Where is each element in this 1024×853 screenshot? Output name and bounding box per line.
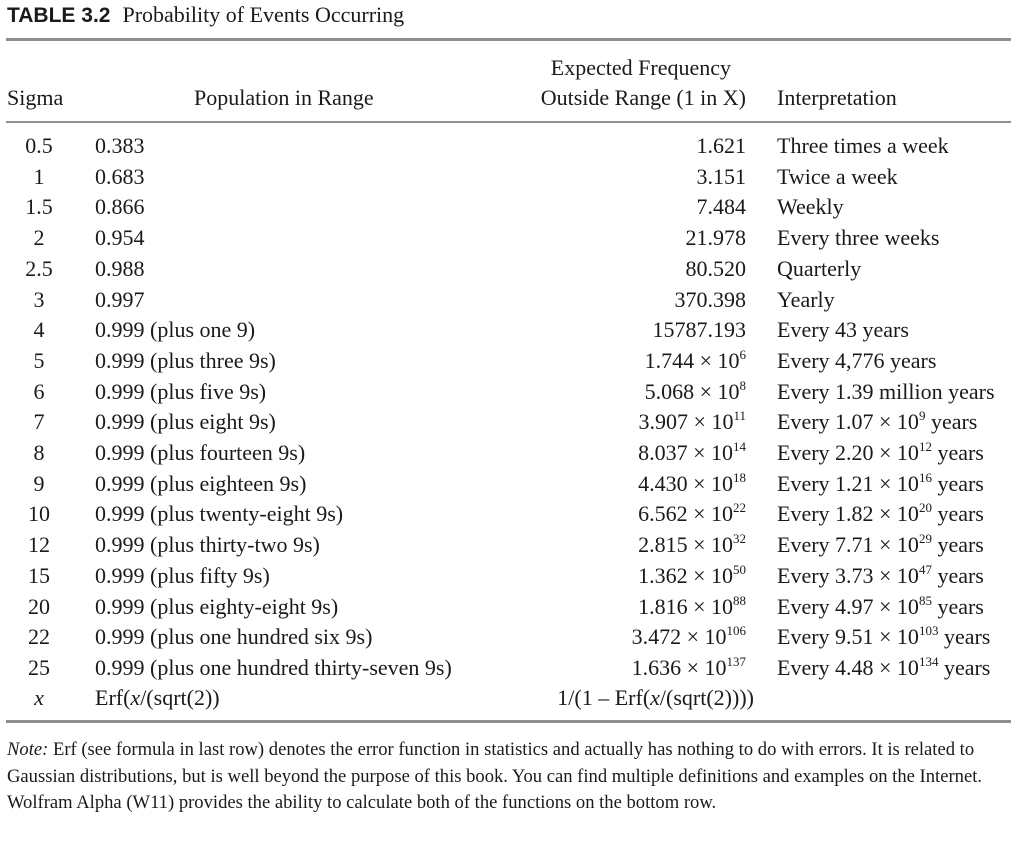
cell-sigma: 1.5	[25, 194, 53, 220]
interpretation-exponent: 85	[918, 592, 932, 608]
cell-population: 0.997	[95, 286, 145, 312]
header-rule	[6, 121, 1011, 123]
cell-frequency: $3.907 \times 10^{11}$	[638, 408, 746, 435]
cell-interpretation: Every $1.07 \times 10^9$ years	[777, 408, 978, 435]
bottom-rule	[6, 720, 1011, 723]
table-row	[0, 592, 1024, 623]
table-row	[0, 254, 1024, 285]
cell-frequency: $8.037 \times 10^{14}$	[638, 439, 746, 465]
table-row	[0, 653, 1024, 684]
table-row	[0, 407, 1024, 438]
cell-sigma: 15	[28, 562, 50, 588]
cell-population: 0.999 (plus fourteen 9s)	[95, 440, 306, 465]
cell-interpretation: Every $2.20 \times 10^{12}$ years	[777, 439, 984, 465]
interpretation-exponent: 47	[918, 561, 932, 577]
frequency-exponent: 18	[733, 469, 746, 485]
frequency-exponent: 8	[739, 377, 746, 393]
cell-population: 0.999 (plus eighteen 9s)	[95, 470, 307, 496]
table-title: Probability of Events Occurring	[122, 2, 405, 27]
table-caption	[7, 2, 404, 28]
header-frequency-line1: Expected Frequency	[550, 55, 731, 80]
cell-population: 0.999 (plus one hundred thirty-seven 9s)	[95, 654, 452, 680]
cell-frequency: 3.151	[696, 163, 746, 189]
cell-sigma: 0.5	[25, 133, 53, 158]
table-note	[7, 737, 1017, 817]
table-row	[0, 469, 1024, 500]
table-row	[0, 499, 1024, 530]
header-population: Population in Range	[194, 85, 374, 110]
cell-sigma: 3	[33, 286, 45, 312]
cell-interpretation: Every 43 years	[777, 317, 909, 343]
interpretation-exponent: 16	[918, 469, 932, 485]
cell-sigma: 22	[28, 624, 50, 650]
table-row	[0, 530, 1024, 561]
formula-sigma: x	[34, 685, 44, 710]
note-label: Note:	[7, 739, 49, 760]
cell-sigma: 2	[33, 225, 45, 251]
cell-population: 0.999 (plus fifty 9s)	[95, 562, 270, 588]
cell-interpretation: Every $7.71 \times 10^{29}$ years	[777, 531, 984, 558]
frequency-exponent: 32	[733, 531, 746, 547]
interpretation-exponent: 29	[918, 531, 932, 547]
cell-sigma: 20	[28, 593, 50, 619]
cell-population: 0.988	[95, 255, 145, 281]
table-row	[0, 285, 1024, 316]
table-row	[0, 192, 1024, 223]
cell-interpretation: Every $3.73 \times 10^{47}$ years	[777, 561, 984, 588]
table-row	[0, 131, 1024, 162]
interpretation-exponent: 134	[918, 653, 939, 669]
table-row	[0, 162, 1024, 193]
cell-interpretation: Every $4.97 \times 10^{85}$ years	[777, 592, 984, 619]
cell-population: 0.999 (plus twenty-eight 9s)	[95, 501, 344, 527]
table-row	[0, 223, 1024, 254]
cell-sigma: 8	[33, 440, 45, 465]
cell-population: 0.999 (plus thirty-two 9s)	[95, 532, 320, 558]
cell-population: 0.866	[95, 194, 145, 220]
cell-interpretation: Every 4,776 years	[777, 347, 937, 373]
interpretation-exponent: 20	[918, 500, 932, 516]
cell-interpretation: Every $4.48 \times 10^{134}$ years	[777, 653, 991, 680]
cell-population: 0.999 (plus five 9s)	[95, 378, 267, 404]
cell-frequency: 80.520	[685, 255, 746, 281]
cell-population: 0.999 (plus one hundred six 9s)	[95, 624, 373, 650]
interpretation-exponent: 103	[918, 623, 939, 639]
cell-frequency: $5.068 \times 10^8$	[644, 377, 746, 404]
cell-frequency: $2.815 \times 10^{32}$	[638, 531, 746, 558]
cell-population: 0.954	[95, 225, 145, 251]
cell-frequency: $1.744 \times 10^6$	[644, 346, 746, 373]
interpretation-exponent: 9	[918, 408, 926, 424]
interpretation-exponent: 12	[918, 439, 932, 454]
cell-sigma: 1	[33, 163, 45, 189]
cell-sigma: 7	[33, 409, 45, 435]
table-row	[0, 377, 1024, 408]
formula-frequency: 1/(1 – Erf(x/(sqrt(2))))	[557, 685, 754, 710]
table-row	[0, 438, 1024, 469]
cell-sigma: 12	[28, 532, 50, 558]
table-row	[0, 315, 1024, 346]
cell-frequency: 7.484	[696, 194, 746, 220]
cell-sigma: 2.5	[25, 255, 53, 281]
cell-population: 0.383	[95, 133, 145, 158]
cell-frequency: 15787.193	[652, 317, 746, 343]
header-interpretation: Interpretation	[777, 85, 897, 110]
frequency-exponent: 137	[726, 653, 746, 669]
cell-population: 0.999 (plus three 9s)	[95, 347, 276, 373]
table-row	[0, 622, 1024, 653]
frequency-exponent: 14	[733, 439, 746, 454]
frequency-exponent: 88	[733, 592, 746, 608]
cell-sigma: 6	[33, 378, 45, 404]
cell-frequency: $6.562 \times 10^{22}$	[638, 500, 746, 527]
note-text: Erf (see formula in last row) denotes the error function in statistics and actually has nothing to do with errors. It is related to Gaussian distributions, but is well beyond the purpose of this book. You can find multiple definitions and examples on the Internet. Wolfram Alpha (W11) provides the ability to calculate both of the functions on the bottom row.	[7, 739, 983, 813]
table-row	[0, 346, 1024, 377]
cell-population: 0.999 (plus one 9)	[95, 317, 256, 343]
cell-frequency: $3.472 \times 10^{106}$	[631, 623, 746, 650]
cell-interpretation: Yearly	[777, 286, 835, 312]
formula-population: Erf(x/(sqrt(2))	[95, 685, 220, 710]
cell-population: 0.683	[95, 163, 145, 189]
top-rule	[6, 38, 1011, 41]
cell-sigma: 4	[33, 317, 45, 343]
header-frequency-line2: Outside Range (1 in X)	[540, 85, 746, 110]
cell-frequency: $1.636 \times 10^{137}$	[631, 653, 746, 680]
cell-interpretation: Every $1.82 \times 10^{20}$ years	[777, 500, 984, 527]
frequency-exponent: 11	[733, 408, 746, 424]
cell-interpretation: Twice a week	[777, 163, 898, 189]
cell-interpretation: Three times a week	[777, 133, 949, 158]
cell-sigma: 10	[28, 501, 50, 527]
frequency-exponent: 22	[733, 500, 746, 516]
frequency-exponent: 6	[739, 346, 746, 362]
header-sigma: Sigma	[7, 85, 64, 110]
frequency-exponent: 50	[733, 561, 746, 577]
cell-frequency: 370.398	[674, 286, 746, 312]
cell-frequency: $1.362 \times 10^{50}$	[638, 561, 746, 588]
cell-frequency: $4.430 \times 10^{18}$	[638, 469, 746, 496]
cell-frequency: 21.978	[685, 225, 746, 251]
cell-sigma: 9	[33, 470, 45, 496]
frequency-exponent: 106	[726, 623, 746, 639]
cell-interpretation: Every three weeks	[777, 225, 940, 251]
table-row	[0, 561, 1024, 592]
cell-interpretation: Every $1.21 \times 10^{16}$ years	[777, 469, 984, 496]
cell-frequency: 1.621	[696, 133, 746, 158]
formula-row	[0, 683, 1024, 714]
cell-interpretation: Quarterly	[777, 255, 862, 281]
cell-interpretation: Every 1.39 million years	[777, 378, 995, 404]
cell-population: 0.999 (plus eight 9s)	[95, 409, 276, 435]
cell-interpretation: Weekly	[777, 194, 844, 220]
cell-sigma: 25	[28, 654, 50, 680]
cell-frequency: $1.816 \times 10^{88}$	[638, 592, 746, 619]
cell-interpretation: Every $9.51 \times 10^{103}$ years	[777, 623, 991, 650]
table-label: TABLE 3.2	[7, 4, 111, 27]
cell-sigma: 5	[33, 347, 45, 373]
cell-population: 0.999 (plus eighty-eight 9s)	[95, 593, 339, 619]
